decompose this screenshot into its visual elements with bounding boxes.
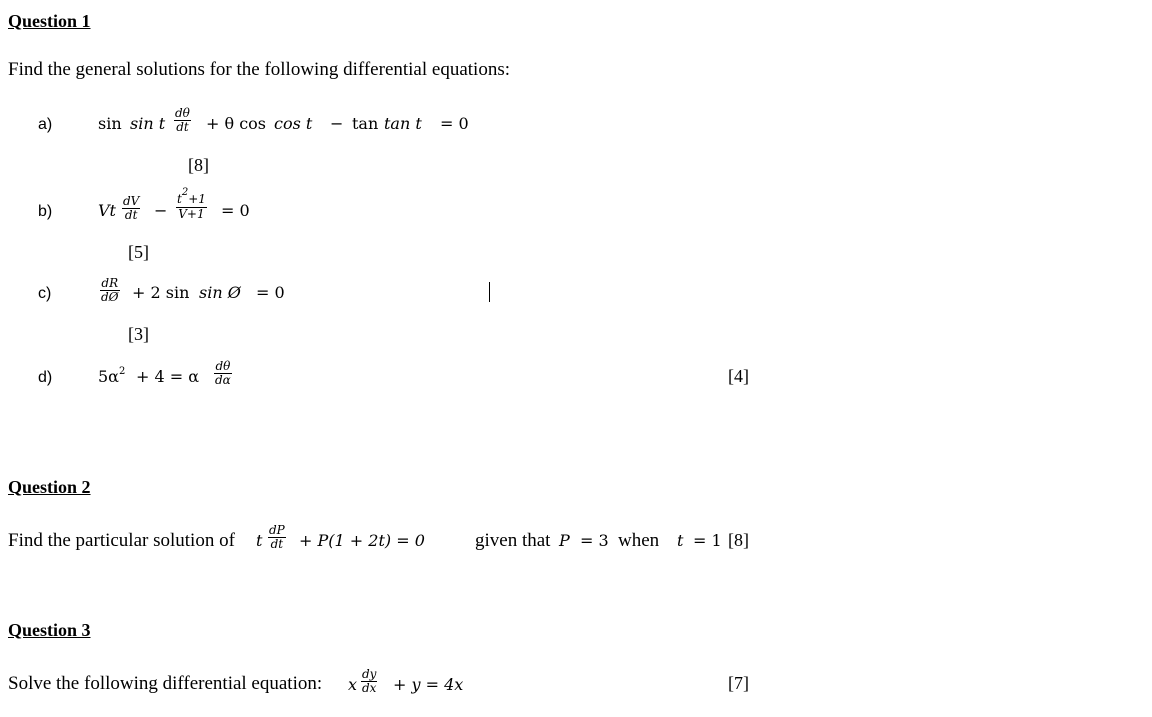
item-d-plus-four-alpha: + 4 = α xyxy=(136,367,200,386)
item-a-sin: sin xyxy=(98,114,122,133)
item-a-sin-t: sin t xyxy=(130,114,166,133)
question-3-frac-num: dy xyxy=(362,667,377,681)
item-b-minus: − xyxy=(154,201,168,220)
question-2-when: when xyxy=(618,530,660,551)
question-2-t-variable: t xyxy=(256,531,263,550)
question-2-p-value: = 3 xyxy=(580,531,609,550)
item-c-two-sin: + 2 sin xyxy=(132,283,190,302)
item-b-vt: Vt xyxy=(98,201,116,220)
item-a-label: a) xyxy=(38,116,53,133)
question-2-frac-den: dt xyxy=(270,537,284,551)
item-c-fraction xyxy=(100,277,120,304)
question-3-heading: Question 3 xyxy=(8,620,91,640)
question-3-equation-rest: + y = 4x xyxy=(393,675,464,694)
question-3-frac-den: dx xyxy=(362,681,377,695)
item-a-cos-t: cos t xyxy=(274,114,313,133)
question-2-p-variable: P xyxy=(559,531,570,550)
item-d-exponent: 2 xyxy=(118,366,126,377)
item-b-label: b) xyxy=(38,203,53,220)
item-b-equals-zero: = 0 xyxy=(221,201,250,220)
item-b-frac2-den: V+1 xyxy=(178,207,205,221)
item-c-label: c) xyxy=(38,285,52,302)
item-a-fraction xyxy=(174,107,191,134)
item-a-tan-t: tan t xyxy=(384,114,422,133)
item-b-fraction-2 xyxy=(176,187,207,221)
question-2-prefix: Find the particular solution of xyxy=(8,530,235,551)
item-a-frac-den: dt xyxy=(176,120,189,134)
item-b-frac2-plus-one: +1 xyxy=(188,192,206,206)
question-3-prefix: Solve the following differential equation: xyxy=(8,673,323,694)
item-d-frac-den: dα xyxy=(215,373,231,387)
item-a-marks: [8] xyxy=(188,155,209,175)
item-d-label: d) xyxy=(38,369,53,386)
item-c-equals-zero: = 0 xyxy=(256,283,285,302)
question-2-t-value: = 1 xyxy=(693,531,722,550)
question-2-marks: [8] xyxy=(728,530,749,550)
item-d-base: 5α xyxy=(98,367,119,386)
item-b-frac1-den: dt xyxy=(124,208,138,222)
item-a-equals-zero: = 0 xyxy=(440,114,469,133)
item-d-fraction xyxy=(214,360,232,387)
question-2-given-that: given that xyxy=(475,530,551,551)
item-c-sin-phi: sin Ø xyxy=(199,283,241,302)
item-b-frac2-exponent: 2 xyxy=(181,187,189,198)
text-cursor xyxy=(489,282,490,302)
item-a-minus: − xyxy=(330,114,344,133)
item-b-frac1-num: dV xyxy=(123,194,140,208)
question-2-t-condition: t xyxy=(677,531,684,550)
question-2-fraction xyxy=(268,524,286,551)
item-a-theta-cos: + θ cos xyxy=(206,114,267,133)
question-1-intro: Find the general solutions for the following differential equations: xyxy=(8,59,510,80)
question-3-marks: [7] xyxy=(728,673,749,693)
question-3-x-variable: x xyxy=(348,675,358,694)
item-d-marks: [4] xyxy=(728,366,749,386)
question-3-fraction xyxy=(361,668,377,695)
item-b-fraction-1 xyxy=(122,195,140,222)
question-2-frac-num: dP xyxy=(269,523,285,537)
item-a-tan: tan xyxy=(352,114,379,133)
item-c-marks: [3] xyxy=(128,324,149,344)
item-c-frac-den: dØ xyxy=(101,290,119,304)
question-2-heading: Question 2 xyxy=(8,477,91,497)
question-1-heading: Question 1 xyxy=(8,11,91,31)
item-b-frac2-num xyxy=(176,187,207,208)
item-d-frac-num: dθ xyxy=(215,359,231,373)
item-c-frac-num: dR xyxy=(101,276,119,290)
question-2-equation-rest: + P(1 + 2t) = 0 xyxy=(299,531,425,550)
item-b-frac2-t: t xyxy=(177,192,182,206)
item-a-frac-num: dθ xyxy=(175,106,190,120)
item-b-marks: [5] xyxy=(128,242,149,262)
item-d-five-alpha xyxy=(98,367,125,386)
